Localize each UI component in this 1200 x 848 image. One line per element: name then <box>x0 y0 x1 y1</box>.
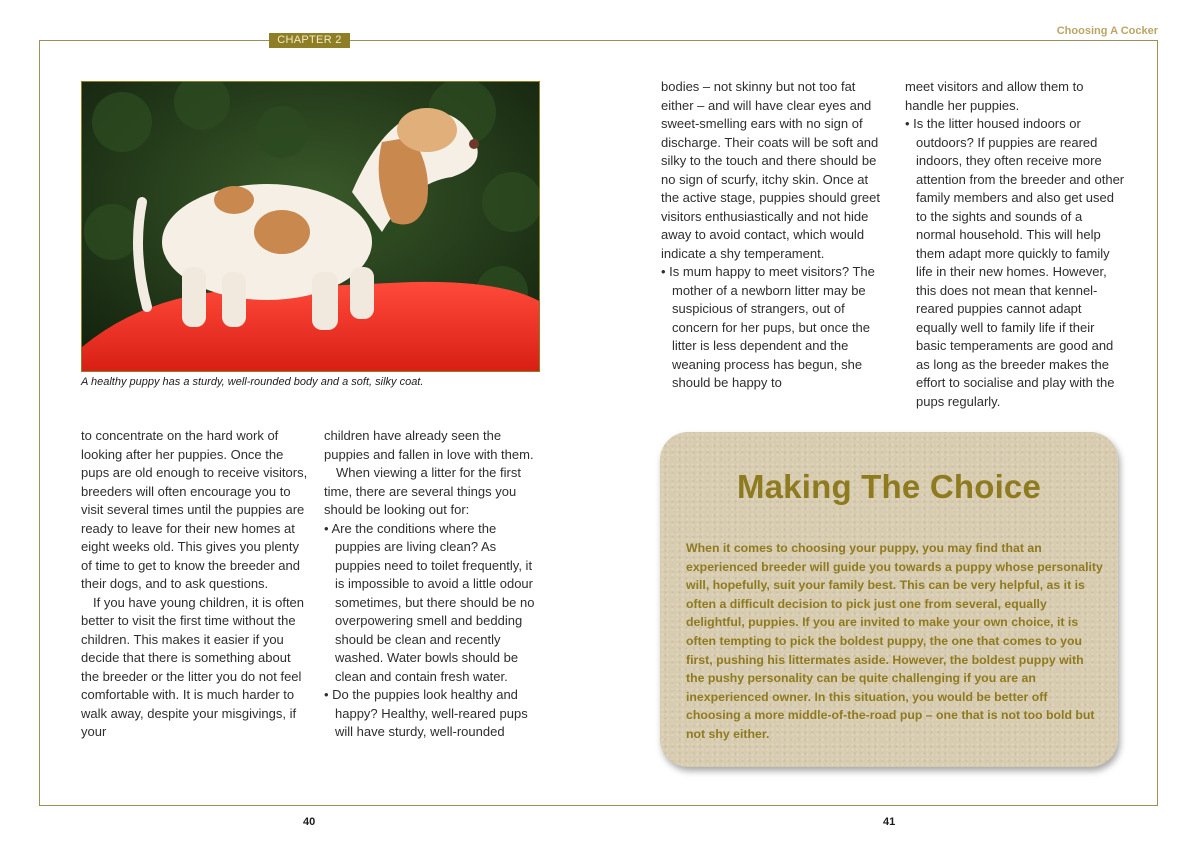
text-column-2 <box>324 427 544 742</box>
paragraph: When viewing a litter for the first time, there are several things you should be looking out for: <box>324 465 521 517</box>
running-head: Choosing A Cocker <box>1056 25 1158 37</box>
paragraph: meet visitors and allow them to handle her puppies. <box>905 79 1084 113</box>
puppy-photo <box>81 81 540 372</box>
sidebar-box <box>660 432 1118 767</box>
paragraph: to concentrate on the hard work of looking after her puppies. Once the pups are old enough to receive visitors, breeders will often encourage you to visit several times until the puppies are ready to leave for their new homes at eight weeks old. This gives you plenty of time to get to know the breeder and their dogs, and to ask questions. <box>81 428 308 591</box>
bullet-item: • Are the conditions where the puppies are living clean? As puppies need to toilet frequently, it is impossible to avoid a little odour sometimes, but there should be no overpowering smell and bedding should be clean and recently washed. Water bowls should be clean and contain fresh water. <box>324 520 535 684</box>
page-number-right: 41 <box>883 816 896 828</box>
chapter-tab: CHAPTER 2 <box>269 33 350 48</box>
sidebar-title: Making The Choice <box>736 468 1042 505</box>
page-number-left: 40 <box>303 816 316 828</box>
bullet-item: • Is the litter housed indoors or outdoors? If puppies are reared indoors, they often receive more attention from the breeder and other family members and also get used to the sights and sounds of a normal household. This will help them adapt more quickly to family life in their new homes. However, this does not mean that kennel-reared puppies cannot adapt equally well to family life if their basic temperaments are good and as long as the breeder makes the effort to socialise and play with the pups regularly. <box>905 116 1125 409</box>
sidebar-text: When it comes to choosing your puppy, you may find that an experienced breeder will guide you towards a puppy whose personality will, hopefully, suit your family best. This can be very helpful, as it is often a difficult decision to pick just one from several, equally delightful, puppies. If you are invited to make your own choice, it is often tempting to pick the boldest puppy, the one that comes to you first, pushing his littermates aside. However, the boldest puppy with the pushy personality can be quite challenging if you are an inexperienced owner. In this situation, you would be better off choosing a more middle-of-the-road pup – one that is not too bold but not shy either. <box>686 541 1103 741</box>
paragraph: If you have young children, it is often better to visit the first time without the children. This makes it easier if you decide that there is something about the breeder or the litter you do not feel comfortable with. It is much harder to walk away, despite your misgivings, if your <box>81 594 305 739</box>
text-column-1 <box>81 427 309 742</box>
bullet-item: • Do the puppies look healthy and happy? Healthy, well-reared pups will have sturdy, well-rounded <box>324 687 528 739</box>
text-column-4 <box>905 78 1125 411</box>
photo-caption: A healthy puppy has a sturdy, well-rounded body and a soft, silky coat. <box>81 376 424 388</box>
text-column-3 <box>661 78 881 393</box>
paragraph: children have already seen the puppies and fallen in love with them. <box>324 428 534 462</box>
bullet-item: • Is mum happy to meet visitors? The mother of a newborn litter may be suspicious of strangers, out of concern for her pups, but once the litter is less dependent and the weaning process has begun, she should be happy to <box>661 264 875 390</box>
paragraph: bodies – not skinny but not too fat either – and will have clear eyes and sweet-smelling ears with no sign of discharge. Their coats will be soft and silky to the touch and there should be no sign of scurfy, itchy skin. Once at the active stage, puppies should greet visitors enthusiastically and not hide away to avoid contact, which would indicate a shy temperament. <box>661 79 880 261</box>
